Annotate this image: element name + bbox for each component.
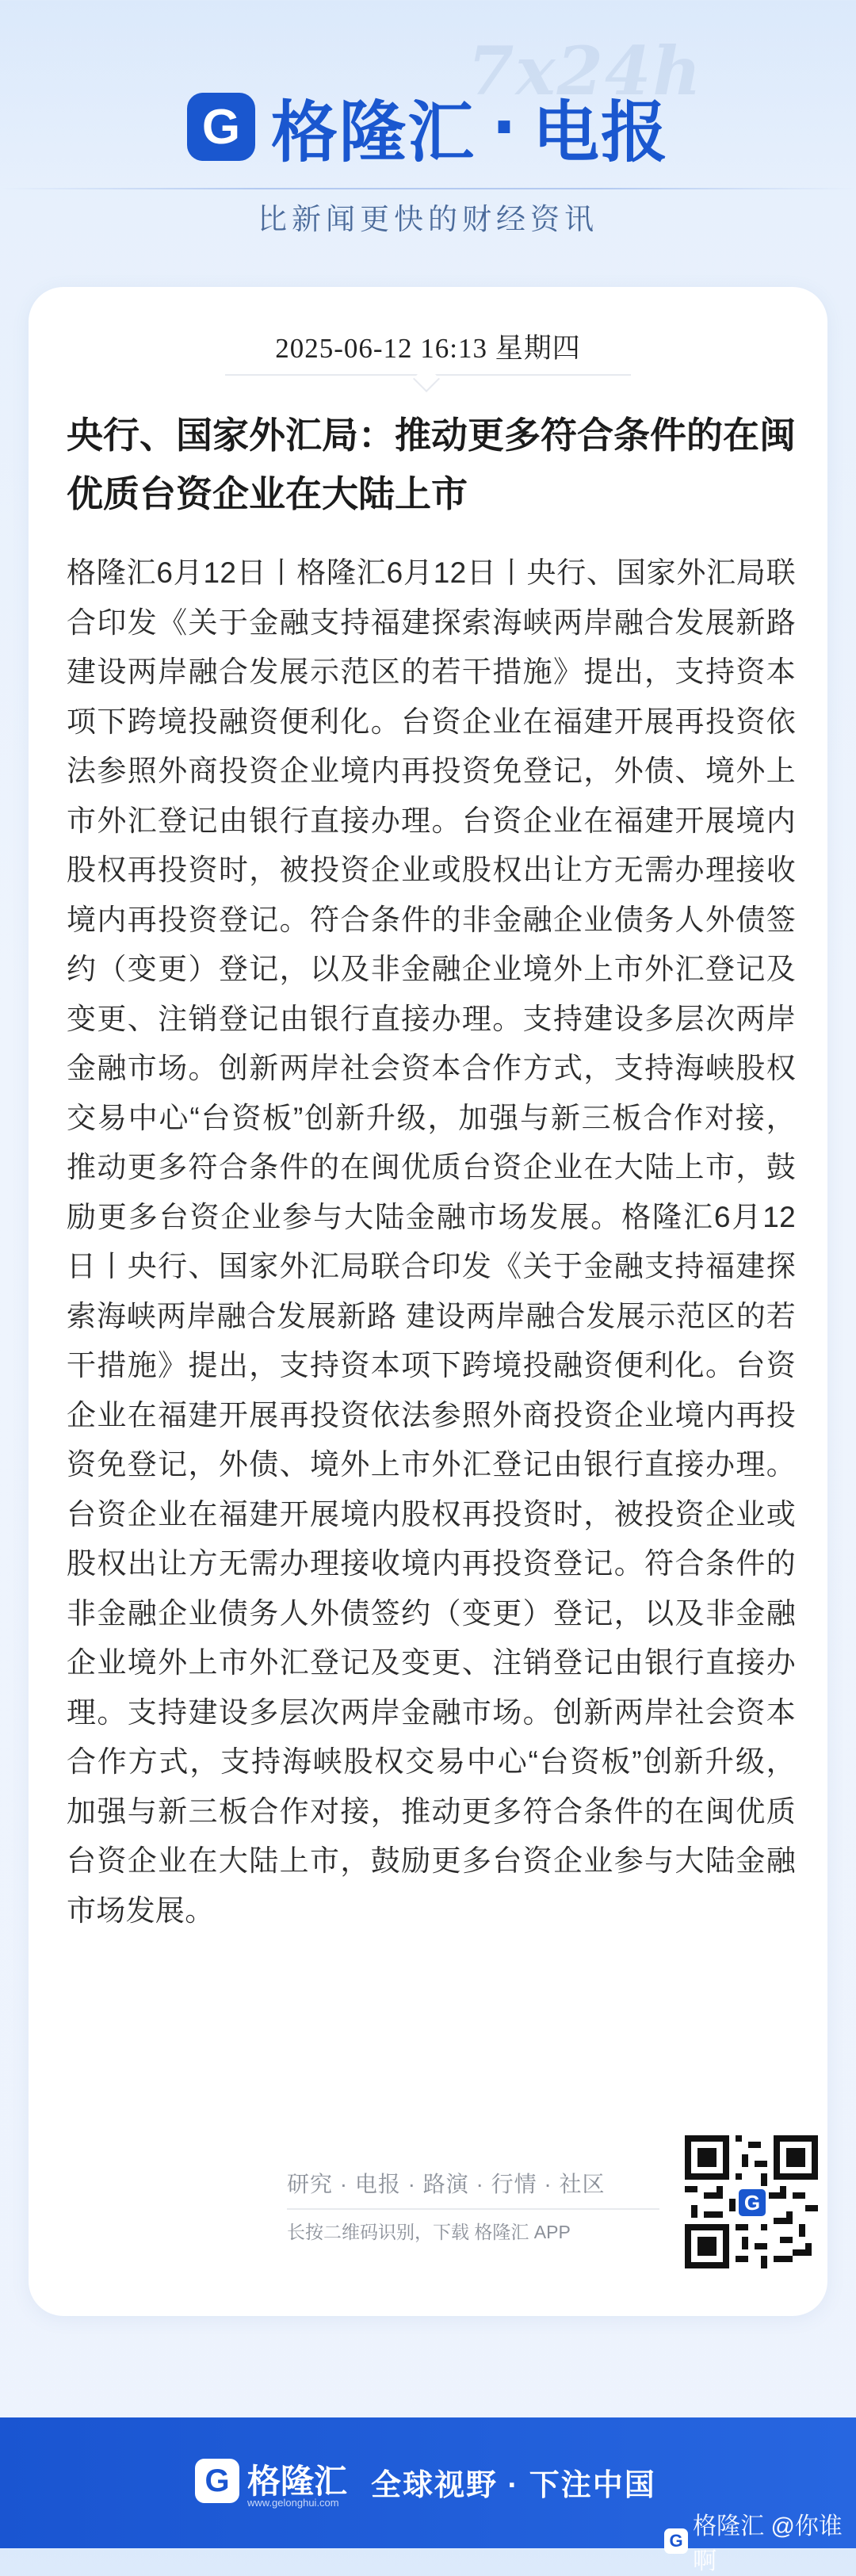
bottom-logo-icon: G: [195, 2459, 239, 2503]
watermark-logo-icon: G: [664, 2528, 688, 2554]
gelonghui-logo-icon: G: [187, 93, 255, 161]
qr-code[interactable]: [685, 2135, 818, 2268]
bottom-banner: [0, 2417, 856, 2574]
footer-divider: [287, 2208, 659, 2210]
article-body: 格隆汇6月12日丨格隆汇6月12日丨央行、国家外汇局联合印发《关于金融支持福建探索海峡两岸融合发展新路 建设两岸融合发展示范区的若干措施》提出，支持资本项下跨境投融资便利化。台资企业在福建开展再投资依法参照外商投资企业境内再投资免登记，外债、境外上市外汇登记由银行直接办理。台资企业在福建开展境内股权再投资时，被投资企业或股权出让方无需办理接收境内再投资登记。符合条件的非金融企业债务人外债签约（变更）登记，以及非金融企业境外上市外汇登记及变更、注销登记由银行直接办理。支持建设多层次两岸金融市场。创新两岸社会资本合作方式，支持海峡股权交易中心“台资板”创新升级，加强与新三板合作对接，推动更多符合条件的在闽优质台资企业在大陆上市，鼓励更多台资企业参与大陆金融市场发展。格隆汇6月12日丨央行、国家外汇局联合印发《关于金融支持福建探索海峡两岸融合发展新路 建设两岸融合发展示范区的若干措施》提出，支持资本项下跨境投融资便利化。台资企业在福建开展再投资依法参照外商投资企业境内再投资免登记，外债、境外上市外汇登记由银行直接办理。台资企业在福建开展境内股权再投资时，被投资企业或股权出让方无需办理接收境内再投资登记。符合条件的非金融企业债务人外债签约（变更）登记，以及非金融企业境外上市外汇登记及变更、注销登记由银行直接办理。支持建设多层次两岸金融市场。创新两岸社会资本合作方式，支持海峡股权交易中心“台资板”创新升级，加强与新三板合作对接，推动更多符合条件的在闽优质台资企业在大陆上市，鼓励更多台资企业参与大陆金融市场发展。: [67, 556, 796, 1927]
header-watermark: 7x24h: [468, 32, 703, 110]
brand-section-title: 电报: [532, 94, 669, 170]
article-date-wrap: [29, 327, 827, 366]
article-card: [29, 287, 827, 2316]
brand-name: 格隆汇: [271, 94, 476, 170]
date-caret-icon: [413, 365, 440, 392]
qr-logo-icon: G: [736, 2186, 769, 2219]
brand-header: [0, 83, 856, 170]
bottom-domain: www.gelonghui.com: [247, 2497, 339, 2509]
header-slogan: 比新闻更快的财经资讯: [258, 203, 598, 235]
watermark-text: 格隆汇 @你谁啊: [693, 2513, 843, 2574]
bottom-watermark: [664, 2506, 856, 2576]
download-hint: 长按二维码识别，下载 格隆汇 APP: [287, 2222, 571, 2242]
article-datetime: 2025-06-12 16:13 星期四: [275, 333, 581, 364]
brand-separator: ·: [491, 88, 517, 166]
bottom-slogan: 全球视野 · 下注中国: [371, 2469, 656, 2502]
article-title: 央行、国家外汇局：推动更多符合条件的在闽优质台资企业在大陆上市: [67, 414, 796, 515]
header-divider: [0, 188, 856, 189]
footer-section-links: 研究 · 电报 · 路演 · 行情 · 社区: [287, 2172, 606, 2196]
bottom-brand-name: 格隆汇: [247, 2463, 348, 2500]
